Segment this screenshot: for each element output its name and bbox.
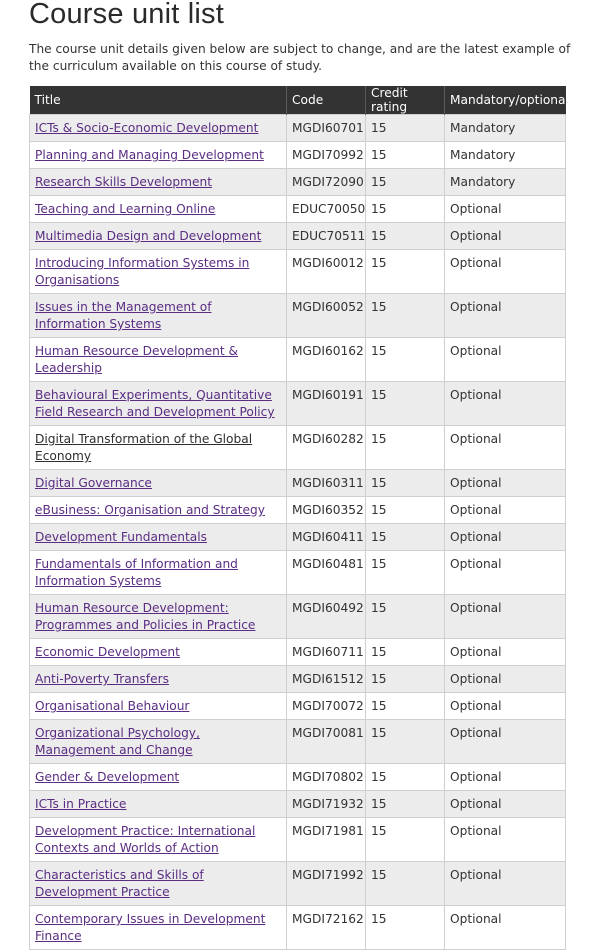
unit-code-cell: MGDI60701: [287, 115, 366, 142]
unit-title-link[interactable]: Economic Development: [35, 645, 180, 659]
unit-title-cell: [30, 142, 287, 169]
table-row: [30, 764, 566, 791]
mandatory-optional-cell: Optional: [445, 250, 566, 294]
mandatory-optional-cell: Optional: [445, 196, 566, 223]
header-code: Code: [287, 86, 366, 115]
table-header-row: [30, 86, 566, 115]
mandatory-optional-cell: Mandatory: [445, 142, 566, 169]
table-row: [30, 595, 566, 639]
unit-title-link[interactable]: Contemporary Issues in Development Finance: [35, 912, 266, 943]
credit-rating-cell: 15: [366, 223, 445, 250]
table-row: [30, 426, 566, 470]
unit-code-cell: MGDI72090: [287, 169, 366, 196]
unit-title-cell: [30, 223, 287, 250]
unit-title-link[interactable]: Multimedia Design and Development: [35, 229, 262, 243]
unit-title-link[interactable]: eBusiness: Organisation and Strategy: [35, 503, 265, 517]
unit-code-cell: MGDI72162: [287, 906, 366, 950]
unit-code-cell: MGDI70072: [287, 693, 366, 720]
mandatory-optional-cell: Optional: [445, 595, 566, 639]
credit-rating-cell: 15: [366, 382, 445, 426]
unit-title-cell: [30, 382, 287, 426]
credit-rating-cell: 15: [366, 818, 445, 862]
mandatory-optional-cell: Optional: [445, 426, 566, 470]
unit-title-link[interactable]: Development Practice: International Contexts and Worlds of Action: [35, 824, 256, 855]
table-row: [30, 666, 566, 693]
mandatory-optional-cell: Optional: [445, 382, 566, 426]
unit-code-cell: MGDI60481: [287, 551, 366, 595]
unit-title-link[interactable]: Anti-Poverty Transfers: [35, 672, 169, 686]
unit-title-link[interactable]: Characteristics and Skills of Development Practice: [35, 868, 204, 899]
unit-title-cell: [30, 196, 287, 223]
unit-code-cell: MGDI60012: [287, 250, 366, 294]
table-row: [30, 639, 566, 666]
unit-title-link[interactable]: ICTs in Practice: [35, 797, 127, 811]
header-title: Title: [30, 86, 287, 115]
unit-title-cell: [30, 294, 287, 338]
unit-title-link[interactable]: Human Resource Development: Programmes and Policies in Practice: [35, 601, 256, 632]
unit-title-cell: [30, 720, 287, 764]
intro-text: The course unit details given below are subject to change, and are the latest example of the curriculum available on this course of study.: [29, 42, 571, 73]
unit-code-cell: MGDI60352: [287, 497, 366, 524]
unit-code-cell: MGDI71932: [287, 791, 366, 818]
mandatory-optional-cell: Mandatory: [445, 115, 566, 142]
mandatory-optional-cell: Optional: [445, 693, 566, 720]
mandatory-optional-cell: Optional: [445, 818, 566, 862]
credit-rating-cell: 15: [366, 338, 445, 382]
credit-rating-cell: 15: [366, 115, 445, 142]
unit-code-cell: MGDI70802: [287, 764, 366, 791]
table-row: [30, 294, 566, 338]
credit-rating-cell: 15: [366, 639, 445, 666]
mandatory-optional-cell: Optional: [445, 294, 566, 338]
unit-title-cell: [30, 862, 287, 906]
credit-rating-cell: 15: [366, 764, 445, 791]
course-unit-table: [29, 86, 569, 950]
unit-code-cell: MGDI70992: [287, 142, 366, 169]
credit-rating-cell: 15: [366, 524, 445, 551]
unit-code-cell: MGDI60411: [287, 524, 366, 551]
unit-title-link[interactable]: Issues in the Management of Information Systems: [35, 300, 212, 331]
table-row: [30, 338, 566, 382]
table-row: [30, 551, 566, 595]
table-row: [30, 791, 566, 818]
unit-code-cell: MGDI60162: [287, 338, 366, 382]
mandatory-optional-cell: Optional: [445, 338, 566, 382]
table-body: [30, 115, 566, 950]
unit-title-link[interactable]: Human Resource Development & Leadership: [35, 344, 239, 375]
unit-code-cell: MGDI60191: [287, 382, 366, 426]
mandatory-optional-cell: Optional: [445, 764, 566, 791]
unit-title-cell: [30, 338, 287, 382]
mandatory-optional-cell: Optional: [445, 223, 566, 250]
table-row: [30, 223, 566, 250]
credit-rating-cell: 15: [366, 196, 445, 223]
table-row: [30, 862, 566, 906]
table-row: [30, 906, 566, 950]
table-row: [30, 470, 566, 497]
unit-title-cell: [30, 426, 287, 470]
page-title: Course unit list: [29, 0, 224, 30]
table-row: [30, 497, 566, 524]
mandatory-optional-cell: Optional: [445, 470, 566, 497]
mandatory-optional-cell: Optional: [445, 639, 566, 666]
credit-rating-cell: 15: [366, 666, 445, 693]
table-row: [30, 142, 566, 169]
unit-code-cell: MGDI60711: [287, 639, 366, 666]
credit-rating-cell: 15: [366, 294, 445, 338]
credit-rating-cell: 15: [366, 862, 445, 906]
mandatory-optional-cell: Optional: [445, 720, 566, 764]
table-row: [30, 250, 566, 294]
unit-title-link[interactable]: Digital Governance: [35, 476, 152, 490]
unit-title-cell: [30, 906, 287, 950]
unit-title-link[interactable]: Planning and Managing Development: [35, 148, 264, 162]
unit-title-cell: [30, 551, 287, 595]
credit-rating-cell: 15: [366, 791, 445, 818]
credit-rating-cell: 15: [366, 426, 445, 470]
unit-code-cell: MGDI71981: [287, 818, 366, 862]
table-row: [30, 818, 566, 862]
unit-title-link[interactable]: Introducing Information Systems in Organisations: [35, 256, 250, 287]
unit-title-link[interactable]: Fundamentals of Information and Information Systems: [35, 557, 238, 588]
unit-title-cell: [30, 497, 287, 524]
unit-title-cell: [30, 693, 287, 720]
unit-title-cell: [30, 250, 287, 294]
unit-code-cell: MGDI60052: [287, 294, 366, 338]
credit-rating-cell: 15: [366, 906, 445, 950]
unit-title-link[interactable]: Development Fundamentals: [35, 530, 207, 544]
unit-title-link[interactable]: ICTs & Socio-Economic Development: [35, 121, 259, 135]
mandatory-optional-cell: Optional: [445, 666, 566, 693]
credit-rating-cell: 15: [366, 720, 445, 764]
mandatory-optional-cell: Mandatory: [445, 169, 566, 196]
table-row: [30, 524, 566, 551]
unit-code-cell: MGDI60492: [287, 595, 366, 639]
credit-rating-cell: 15: [366, 497, 445, 524]
unit-code-cell: EDUC70511: [287, 223, 366, 250]
credit-rating-cell: 15: [366, 250, 445, 294]
unit-title-link[interactable]: Digital Transformation of the Global Economy: [35, 432, 253, 463]
unit-code-cell: MGDI70081: [287, 720, 366, 764]
mandatory-optional-cell: Optional: [445, 524, 566, 551]
unit-title-link[interactable]: Gender & Development: [35, 770, 180, 784]
unit-code-cell: MGDI60282: [287, 426, 366, 470]
unit-code-cell: MGDI60311: [287, 470, 366, 497]
unit-title-cell: [30, 666, 287, 693]
unit-title-cell: [30, 791, 287, 818]
unit-code-cell: MGDI71992: [287, 862, 366, 906]
unit-title-cell: [30, 639, 287, 666]
mandatory-optional-cell: Optional: [445, 551, 566, 595]
credit-rating-cell: 15: [366, 551, 445, 595]
credit-rating-cell: 15: [366, 142, 445, 169]
unit-title-link[interactable]: Organisational Behaviour: [35, 699, 190, 713]
mandatory-optional-cell: Optional: [445, 497, 566, 524]
table-row: [30, 169, 566, 196]
unit-title-cell: [30, 524, 287, 551]
unit-title-cell: [30, 764, 287, 791]
mandatory-optional-cell: Optional: [445, 862, 566, 906]
table-row: [30, 720, 566, 764]
unit-title-link[interactable]: Organizational Psychology, Management and Change: [35, 726, 200, 757]
unit-title-cell: [30, 595, 287, 639]
credit-rating-cell: 15: [366, 595, 445, 639]
header-credit-rating: Credit rating: [366, 86, 445, 115]
mandatory-optional-cell: Optional: [445, 906, 566, 950]
unit-code-cell: EDUC70050: [287, 196, 366, 223]
mandatory-optional-cell: Optional: [445, 791, 566, 818]
header-mandatory-optional: Mandatory/optional: [445, 86, 566, 115]
table-row: [30, 196, 566, 223]
credit-rating-cell: 15: [366, 470, 445, 497]
unit-title-link[interactable]: Research Skills Development: [35, 175, 212, 189]
credit-rating-cell: 15: [366, 693, 445, 720]
unit-title-cell: [30, 115, 287, 142]
credit-rating-cell: 15: [366, 169, 445, 196]
unit-title-cell: [30, 470, 287, 497]
unit-code-cell: MGDI61512: [287, 666, 366, 693]
unit-title-link[interactable]: Behavioural Experiments, Quantitative Field Research and Development Policy: [35, 388, 275, 419]
table-row: [30, 693, 566, 720]
unit-title-cell: [30, 169, 287, 196]
table-row: [30, 115, 566, 142]
table-row: [30, 382, 566, 426]
unit-title-link[interactable]: Teaching and Learning Online: [35, 202, 216, 216]
unit-title-cell: [30, 818, 287, 862]
